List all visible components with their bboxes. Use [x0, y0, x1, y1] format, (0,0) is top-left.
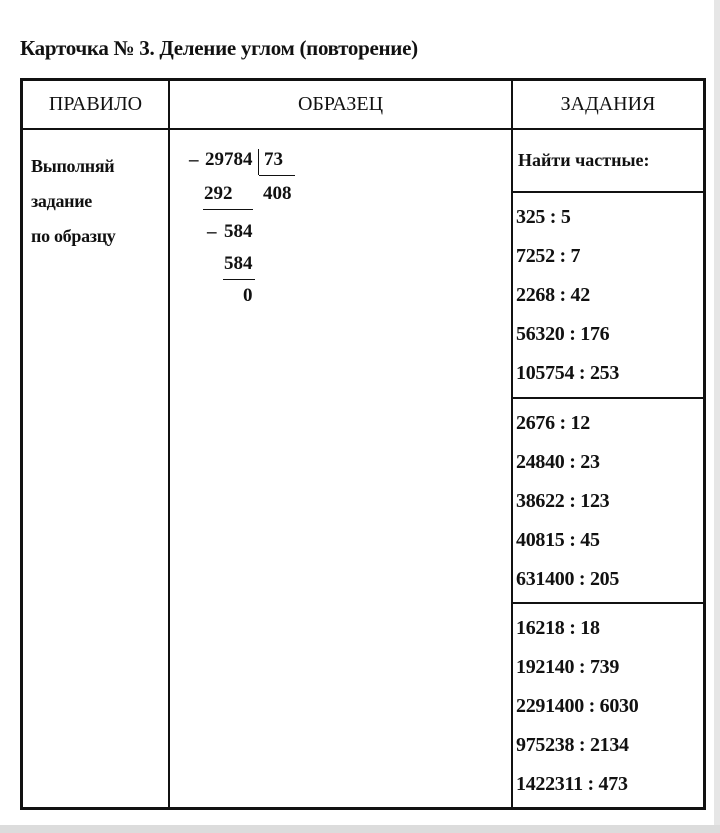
rule-line: задание	[31, 191, 92, 211]
page-edge-shadow	[714, 0, 720, 833]
page-bottom-band	[0, 825, 720, 833]
tasks-divider-1	[511, 191, 703, 193]
sample-first-subtrahend: 292	[204, 183, 233, 204]
task-item: 38622 : 123	[516, 490, 610, 512]
tasks-divider-3	[511, 602, 703, 604]
column-divider-1	[168, 81, 170, 807]
header-sample: ОБРАЗЕЦ	[297, 93, 384, 115]
sample-dividend: 29784	[205, 149, 253, 170]
rule-text	[31, 149, 116, 254]
rule-line: Выполняй	[31, 156, 115, 176]
rule-line: по образцу	[31, 226, 116, 246]
task-item: 2291400 : 6030	[516, 695, 639, 717]
task-item: 1422311 : 473	[516, 773, 628, 795]
sample-minus-sign: _	[189, 143, 199, 164]
sample-quotient: 408	[263, 183, 292, 204]
tasks-divider-2	[511, 397, 703, 399]
task-item: 105754 : 253	[516, 362, 620, 384]
header-divider	[23, 128, 703, 130]
task-item: 975238 : 2134	[516, 734, 629, 756]
tasks-heading: Найти частные:	[518, 150, 650, 170]
task-item: 192140 : 739	[516, 656, 620, 678]
task-item: 56320 : 176	[516, 323, 610, 345]
header-tasks: ЗАДАНИЯ	[560, 93, 656, 115]
header-rule: ПРАВИЛО	[48, 93, 143, 115]
task-item: 2268 : 42	[516, 284, 590, 306]
task-item: 7252 : 7	[516, 245, 581, 267]
task-item: 2676 : 12	[516, 412, 590, 434]
sample-second-underline	[223, 279, 255, 280]
sample-second-minus: _	[207, 215, 217, 236]
sample-first-underline	[203, 209, 253, 210]
sample-final-remainder: 0	[243, 285, 253, 306]
task-item: 631400 : 205	[516, 568, 620, 590]
sample-remainder-line: 584	[224, 221, 253, 242]
task-item: 40815 : 45	[516, 529, 600, 551]
sample-divisor-underline	[259, 175, 295, 176]
column-divider-2	[511, 81, 513, 807]
sample-division-bar	[258, 149, 259, 175]
task-item: 325 : 5	[516, 206, 571, 228]
task-item: 16218 : 18	[516, 617, 600, 639]
task-item: 24840 : 23	[516, 451, 600, 473]
sample-second-subtrahend: 584	[224, 253, 253, 274]
page-title: Карточка № 3. Деление углом (повторение)	[20, 36, 418, 60]
sample-divisor: 73	[264, 149, 283, 170]
